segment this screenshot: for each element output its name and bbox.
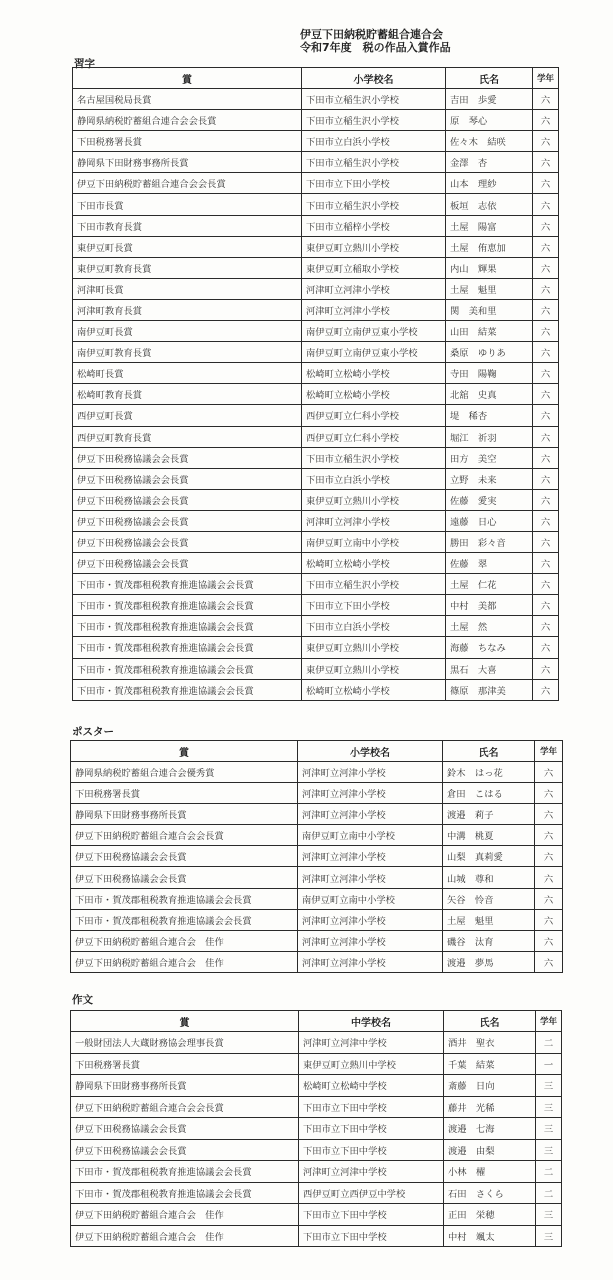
grade-cell: 六	[533, 679, 559, 700]
name-cell: 堀江 祈羽	[446, 426, 533, 447]
school-cell: 河津町立河津小学校	[298, 846, 443, 867]
table-row	[73, 363, 559, 384]
table-row	[73, 299, 559, 320]
grade-cell: 三	[536, 1118, 562, 1140]
grade-cell: 六	[533, 257, 559, 278]
award-cell: 伊豆下田納税貯蓄組合連合会 佳作	[71, 930, 298, 951]
school-cell: 南伊豆町立南中小学校	[302, 531, 446, 552]
award-cell: 静岡県下田財務事務所長賞	[71, 804, 298, 825]
table-row	[73, 616, 559, 637]
school-cell: 河津町立河津小学校	[302, 510, 446, 531]
award-cell: 伊豆下田納税貯蓄組合連合会 佳作	[71, 1204, 299, 1226]
header-row	[71, 741, 563, 762]
document-title: 伊豆下田納税貯蓄組合連合会	[300, 28, 443, 41]
grade-cell: 六	[533, 510, 559, 531]
grade-cell: 六	[533, 215, 559, 236]
school-cell: 河津町立河津中学校	[299, 1032, 444, 1054]
column-header: 氏名	[443, 741, 535, 762]
award-cell: 東伊豆町教育長賞	[73, 257, 302, 278]
school-cell: 松崎町立松崎小学校	[302, 384, 446, 405]
award-cell: 伊豆下田税務協議会会長賞	[73, 468, 302, 489]
school-cell: 東伊豆町立熱川小学校	[302, 236, 446, 257]
school-cell: 下田市立稲生沢小学校	[302, 89, 446, 110]
grade-cell: 三	[536, 1225, 562, 1247]
grade-cell: 六	[533, 553, 559, 574]
section-title: 習字	[74, 58, 95, 70]
table-row	[73, 679, 559, 700]
column-header: 学年	[535, 741, 563, 762]
name-cell: 立野 未来	[446, 468, 533, 489]
school-cell: 東伊豆町立熱川小学校	[302, 658, 446, 679]
grade-cell: 六	[533, 236, 559, 257]
name-cell: 中村 美都	[446, 595, 533, 616]
award-cell: 下田市・賀茂郡租税教育推進協議会会長賞	[71, 1182, 299, 1204]
school-cell: 下田市立下田中学校	[299, 1204, 444, 1226]
section-title: ポスター	[72, 726, 114, 738]
table-row	[71, 1096, 562, 1118]
grade-cell: 六	[533, 637, 559, 658]
award-cell: 伊豆下田納税貯蓄組合連合会会長賞	[71, 1096, 299, 1118]
grade-cell: 六	[533, 658, 559, 679]
name-cell: 中村 颯太	[444, 1225, 536, 1247]
school-cell: 南伊豆町立南中小学校	[298, 825, 443, 846]
award-cell: 下田市・賀茂郡租税教育推進協議会会長賞	[73, 658, 302, 679]
name-cell: 酒井 聖衣	[444, 1032, 536, 1054]
school-cell: 松崎町立松崎小学校	[302, 363, 446, 384]
award-cell: 伊豆下田納税貯蓄組合連合会 佳作	[71, 1225, 299, 1247]
grade-cell: 六	[533, 574, 559, 595]
column-header: 学年	[533, 68, 559, 89]
table-row	[73, 658, 559, 679]
name-cell: 内山 輝果	[446, 257, 533, 278]
table-row	[73, 574, 559, 595]
grade-cell: 六	[533, 363, 559, 384]
grade-cell: 六	[533, 426, 559, 447]
school-cell: 下田市立白浜小学校	[302, 616, 446, 637]
table-row	[73, 447, 559, 468]
award-cell: 下田税務署長賞	[71, 783, 298, 804]
name-cell: 土屋 然	[446, 616, 533, 637]
name-cell: 石田 さくら	[444, 1182, 536, 1204]
grade-cell: 六	[533, 468, 559, 489]
column-header: 氏名	[444, 1011, 536, 1032]
school-cell: 河津町立河津小学校	[298, 930, 443, 951]
grade-cell: 六	[535, 846, 563, 867]
award-cell: 下田市・賀茂郡租税教育推進協議会会長賞	[73, 595, 302, 616]
school-cell: 西伊豆町立仁科小学校	[302, 405, 446, 426]
name-cell: 山城 尊和	[443, 867, 535, 888]
award-cell: 下田市・賀茂郡租税教育推進協議会会長賞	[73, 616, 302, 637]
grade-cell: 六	[533, 447, 559, 468]
header-row	[73, 68, 559, 89]
grade-cell: 二	[536, 1161, 562, 1183]
grade-cell: 六	[535, 930, 563, 951]
name-cell: 倉田 こはる	[443, 783, 535, 804]
name-cell: 関 美和里	[446, 299, 533, 320]
school-cell: 東伊豆町立熱川小学校	[302, 637, 446, 658]
name-cell: 土屋 魁里	[443, 909, 535, 930]
school-cell: 下田市立下田中学校	[299, 1118, 444, 1140]
table-row	[73, 236, 559, 257]
school-cell: 河津町立河津小学校	[298, 762, 443, 783]
award-cell: 下田市・賀茂郡租税教育推進協議会会長賞	[71, 909, 298, 930]
grade-cell: 六	[533, 531, 559, 552]
award-cell: 下田市長賞	[73, 194, 302, 215]
name-cell: 土屋 魁里	[446, 278, 533, 299]
award-cell: 松崎町教育長賞	[73, 384, 302, 405]
grade-cell: 六	[533, 405, 559, 426]
calligraphy-table	[72, 67, 559, 701]
grade-cell: 六	[535, 762, 563, 783]
award-cell: 静岡県下田財務事務所長賞	[73, 152, 302, 173]
column-header: 学年	[536, 1011, 562, 1032]
school-cell: 南伊豆町立南中小学校	[298, 888, 443, 909]
name-cell: 原 琴心	[446, 110, 533, 131]
table-row	[71, 930, 563, 951]
school-cell: 河津町立河津中学校	[299, 1161, 444, 1183]
grade-cell: 六	[535, 783, 563, 804]
school-cell: 東伊豆町立熱川小学校	[302, 489, 446, 510]
school-cell: 下田市立稲生沢小学校	[302, 110, 446, 131]
grade-cell: 六	[533, 173, 559, 194]
table-row	[73, 342, 559, 363]
column-header: 中学校名	[299, 1011, 444, 1032]
award-cell: 静岡県納税貯蓄組合連合会優秀賞	[71, 762, 298, 783]
grade-cell: 六	[533, 194, 559, 215]
award-cell: 伊豆下田税務協議会会長賞	[71, 1139, 299, 1161]
table-row	[71, 867, 563, 888]
name-cell: 土屋 仁花	[446, 574, 533, 595]
award-cell: 伊豆下田納税貯蓄組合連合会会長賞	[71, 825, 298, 846]
grade-cell: 六	[533, 384, 559, 405]
school-cell: 下田市立稲梓小学校	[302, 215, 446, 236]
school-cell: 河津町立河津小学校	[298, 783, 443, 804]
essay-table	[70, 1010, 562, 1247]
table-row	[73, 152, 559, 173]
award-cell: 伊豆下田税務協議会会長賞	[71, 846, 298, 867]
school-cell: 東伊豆町立熱川中学校	[299, 1053, 444, 1075]
column-header: 賞	[73, 68, 302, 89]
grade-cell: 六	[533, 278, 559, 299]
name-cell: 土屋 陽富	[446, 215, 533, 236]
award-cell: 伊豆下田税務協議会会長賞	[71, 867, 298, 888]
column-header: 賞	[71, 1011, 299, 1032]
award-cell: 西伊豆町長賞	[73, 405, 302, 426]
school-cell: 河津町立河津小学校	[298, 951, 443, 972]
school-cell: 下田市立下田中学校	[299, 1139, 444, 1161]
award-cell: 河津町長賞	[73, 278, 302, 299]
table-row	[71, 888, 563, 909]
table-row	[71, 1161, 562, 1183]
column-header: 小学校名	[302, 68, 446, 89]
name-cell: 勝田 彩々音	[446, 531, 533, 552]
grade-cell: 六	[535, 951, 563, 972]
name-cell: 藤井 光稀	[444, 1096, 536, 1118]
school-cell: 東伊豆町立稲取小学校	[302, 257, 446, 278]
name-cell: 佐藤 翠	[446, 553, 533, 574]
school-cell: 下田市立稲生沢小学校	[302, 152, 446, 173]
grade-cell: 六	[533, 595, 559, 616]
name-cell: 篠原 那津美	[446, 679, 533, 700]
school-cell: 河津町立河津小学校	[298, 909, 443, 930]
award-cell: 下田市・賀茂郡租税教育推進協議会会長賞	[73, 679, 302, 700]
name-cell: 吉田 歩愛	[446, 89, 533, 110]
award-cell: 下田市・賀茂郡租税教育推進協議会会長賞	[71, 1161, 299, 1183]
school-cell: 河津町立河津小学校	[298, 804, 443, 825]
school-cell: 下田市立稲生沢小学校	[302, 447, 446, 468]
school-cell: 下田市立白浜小学校	[302, 131, 446, 152]
school-cell: 松崎町立松崎小学校	[302, 553, 446, 574]
name-cell: 千葉 結菜	[444, 1053, 536, 1075]
award-cell: 名古屋国税局長賞	[73, 89, 302, 110]
column-header: 小学校名	[298, 741, 443, 762]
name-cell: 土屋 侑恵加	[446, 236, 533, 257]
grade-cell: 二	[536, 1032, 562, 1054]
grade-cell: 一	[536, 1053, 562, 1075]
poster-table	[70, 740, 563, 973]
header-row	[71, 1011, 562, 1032]
name-cell: 中溝 桃夏	[443, 825, 535, 846]
award-cell: 伊豆下田納税貯蓄組合連合会会長賞	[73, 173, 302, 194]
award-cell: 南伊豆町教育長賞	[73, 342, 302, 363]
school-cell: 下田市立下田小学校	[302, 595, 446, 616]
award-cell: 伊豆下田税務協議会会長賞	[71, 1118, 299, 1140]
grade-cell: 六	[533, 489, 559, 510]
table-row	[71, 1225, 562, 1247]
school-cell: 西伊豆町立西伊豆中学校	[299, 1182, 444, 1204]
award-cell: 松崎町長賞	[73, 363, 302, 384]
award-cell: 下田税務署長賞	[73, 131, 302, 152]
table-row	[71, 762, 563, 783]
school-cell: 下田市立稲生沢小学校	[302, 194, 446, 215]
school-cell: 下田市立下田中学校	[299, 1225, 444, 1247]
name-cell: 海藤 ちなみ	[446, 637, 533, 658]
grade-cell: 六	[533, 299, 559, 320]
name-cell: 斎藤 日向	[444, 1075, 536, 1097]
award-cell: 静岡県納税貯蓄組合連合会会長賞	[73, 110, 302, 131]
table-row	[73, 257, 559, 278]
school-cell: 松崎町立松崎小学校	[302, 679, 446, 700]
grade-cell: 六	[533, 616, 559, 637]
name-cell: 渡邉 莉子	[443, 804, 535, 825]
award-cell: 伊豆下田税務協議会会長賞	[73, 553, 302, 574]
grade-cell: 六	[535, 909, 563, 930]
grade-cell: 三	[536, 1096, 562, 1118]
table-row	[71, 909, 563, 930]
name-cell: 鈴木 はっ花	[443, 762, 535, 783]
name-cell: 矢谷 怜音	[443, 888, 535, 909]
name-cell: 黒石 大喜	[446, 658, 533, 679]
award-cell: 下田市教育長賞	[73, 215, 302, 236]
name-cell: 正田 栄穂	[444, 1204, 536, 1226]
table-row	[73, 468, 559, 489]
name-cell: 佐藤 愛実	[446, 489, 533, 510]
table-row	[71, 1182, 562, 1204]
table-row	[73, 553, 559, 574]
column-header: 賞	[71, 741, 298, 762]
table-row	[71, 1118, 562, 1140]
table-row	[73, 321, 559, 342]
school-cell: 河津町立河津小学校	[302, 278, 446, 299]
school-cell: 西伊豆町立仁科小学校	[302, 426, 446, 447]
name-cell: 佐々木 結咲	[446, 131, 533, 152]
name-cell: 小林 櫂	[444, 1161, 536, 1183]
table-row	[73, 595, 559, 616]
table-row	[71, 804, 563, 825]
name-cell: 遠藤 日心	[446, 510, 533, 531]
name-cell: 山田 結菜	[446, 321, 533, 342]
school-cell: 下田市立白浜小学校	[302, 468, 446, 489]
table-row	[73, 637, 559, 658]
table-row	[73, 89, 559, 110]
name-cell: 山梨 真莉愛	[443, 846, 535, 867]
table-row	[73, 531, 559, 552]
name-cell: 田方 美空	[446, 447, 533, 468]
school-cell: 下田市立稲生沢小学校	[302, 574, 446, 595]
name-cell: 渡邉 七海	[444, 1118, 536, 1140]
table-row	[71, 846, 563, 867]
name-cell: 渡邉 由梨	[444, 1139, 536, 1161]
table-row	[71, 1053, 562, 1075]
grade-cell: 二	[536, 1182, 562, 1204]
grade-cell: 六	[535, 867, 563, 888]
award-cell: 下田税務署長賞	[71, 1053, 299, 1075]
name-cell: 板垣 志依	[446, 194, 533, 215]
table-row	[71, 1075, 562, 1097]
grade-cell: 三	[536, 1075, 562, 1097]
grade-cell: 六	[533, 110, 559, 131]
table-row	[71, 951, 563, 972]
grade-cell: 六	[533, 131, 559, 152]
table-row	[73, 384, 559, 405]
award-cell: 下田市・賀茂郡租税教育推進協議会会長賞	[71, 888, 298, 909]
table-row	[71, 825, 563, 846]
section-title: 作文	[72, 994, 93, 1006]
grade-cell: 三	[536, 1139, 562, 1161]
school-cell: 河津町立河津小学校	[302, 299, 446, 320]
grade-cell: 六	[533, 152, 559, 173]
name-cell: 堤 稀杏	[446, 405, 533, 426]
school-cell: 南伊豆町立南伊豆東小学校	[302, 342, 446, 363]
award-cell: 一般財団法人大蔵財務協会理事長賞	[71, 1032, 299, 1054]
award-cell: 伊豆下田税務協議会会長賞	[73, 510, 302, 531]
school-cell: 河津町立河津小学校	[298, 867, 443, 888]
award-cell: 河津町教育長賞	[73, 299, 302, 320]
table-row	[73, 173, 559, 194]
award-cell: 静岡県下田財務事務所長賞	[71, 1075, 299, 1097]
table-row	[73, 426, 559, 447]
grade-cell: 六	[535, 804, 563, 825]
award-cell: 西伊豆町教育長賞	[73, 426, 302, 447]
award-cell: 伊豆下田税務協議会会長賞	[73, 447, 302, 468]
award-cell: 伊豆下田税務協議会会長賞	[73, 489, 302, 510]
table-row	[73, 278, 559, 299]
name-cell: 山本 理紗	[446, 173, 533, 194]
table-row	[73, 215, 559, 236]
award-cell: 伊豆下田納税貯蓄組合連合会 佳作	[71, 951, 298, 972]
table-row	[71, 1032, 562, 1054]
school-cell: 松崎町立松崎中学校	[299, 1075, 444, 1097]
school-cell: 下田市立下田中学校	[299, 1096, 444, 1118]
grade-cell: 六	[533, 321, 559, 342]
grade-cell: 六	[533, 342, 559, 363]
table-row	[71, 1204, 562, 1226]
name-cell: 金澤 杏	[446, 152, 533, 173]
name-cell: 桑原 ゆりあ	[446, 342, 533, 363]
grade-cell: 三	[536, 1204, 562, 1226]
award-cell: 下田市・賀茂郡租税教育推進協議会会長賞	[73, 574, 302, 595]
table-row	[73, 489, 559, 510]
table-row	[73, 131, 559, 152]
name-cell: 寺田 陽鞠	[446, 363, 533, 384]
school-cell: 南伊豆町立南伊豆東小学校	[302, 321, 446, 342]
table-row	[71, 1139, 562, 1161]
name-cell: 磯谷 汰育	[443, 930, 535, 951]
award-cell: 下田市・賀茂郡租税教育推進協議会会長賞	[73, 637, 302, 658]
grade-cell: 六	[535, 888, 563, 909]
table-row	[73, 194, 559, 215]
school-cell: 下田市立下田小学校	[302, 173, 446, 194]
name-cell: 渡邉 夢馬	[443, 951, 535, 972]
table-row	[73, 405, 559, 426]
table-row	[71, 783, 563, 804]
grade-cell: 六	[535, 825, 563, 846]
award-cell: 東伊豆町長賞	[73, 236, 302, 257]
name-cell: 北舘 史真	[446, 384, 533, 405]
table-row	[73, 510, 559, 531]
grade-cell: 六	[533, 89, 559, 110]
award-cell: 南伊豆町長賞	[73, 321, 302, 342]
table-row	[73, 110, 559, 131]
document-subtitle: 令和7年度 税の作品入賞作品	[300, 41, 451, 54]
column-header: 氏名	[446, 68, 533, 89]
award-cell: 伊豆下田税務協議会会長賞	[73, 531, 302, 552]
